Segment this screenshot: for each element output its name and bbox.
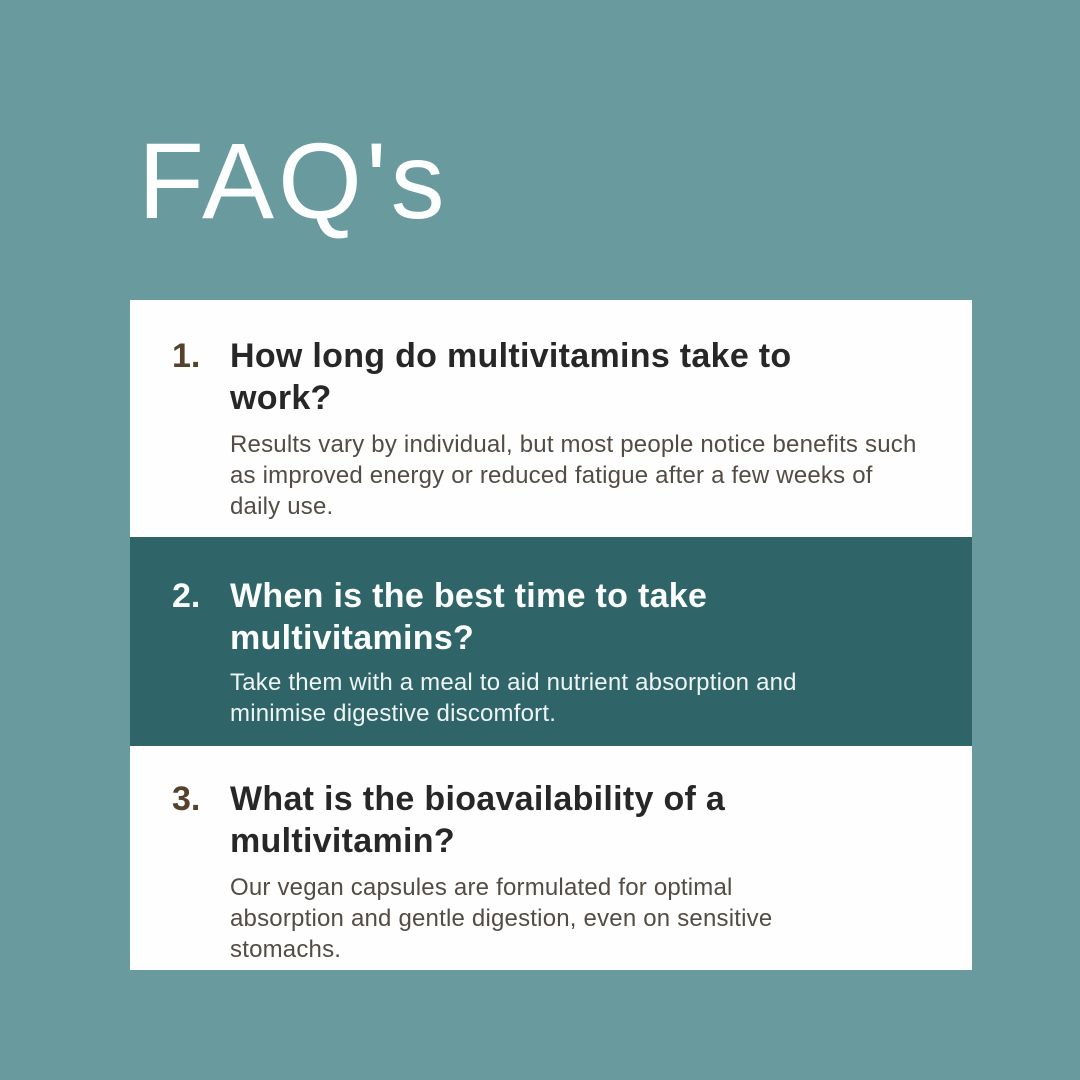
faq-question-row — [172, 575, 932, 659]
faq-question-row — [172, 778, 932, 862]
faq-item-number: 2. — [172, 577, 201, 615]
faq-question-row — [172, 335, 932, 419]
faq-answer: Our vegan capsules are formulated for optimal absorption and gentle digestion, even on sensitive stomachs. — [230, 874, 773, 963]
faq-answer: Take them with a meal to aid nutrient absorption and minimise digestive discomfort. — [230, 669, 797, 727]
faq-question: How long do multivitamins take to work? — [230, 337, 792, 417]
faq-item-2 — [130, 537, 972, 746]
faq-list — [130, 300, 972, 970]
faq-item-number: 1. — [172, 337, 201, 375]
faq-question: When is the best time to take multivitamins? — [230, 577, 708, 657]
faq-item-1 — [130, 300, 972, 537]
faq-item-number: 3. — [172, 780, 201, 818]
page-title: FAQ's — [138, 120, 449, 241]
faq-item-3 — [130, 746, 972, 970]
faq-answer: Results vary by individual, but most people notice benefits such as improved energy or reduced fatigue after a few weeks of daily use. — [230, 431, 917, 520]
faq-question: What is the bioavailability of a multivitamin? — [230, 780, 726, 860]
